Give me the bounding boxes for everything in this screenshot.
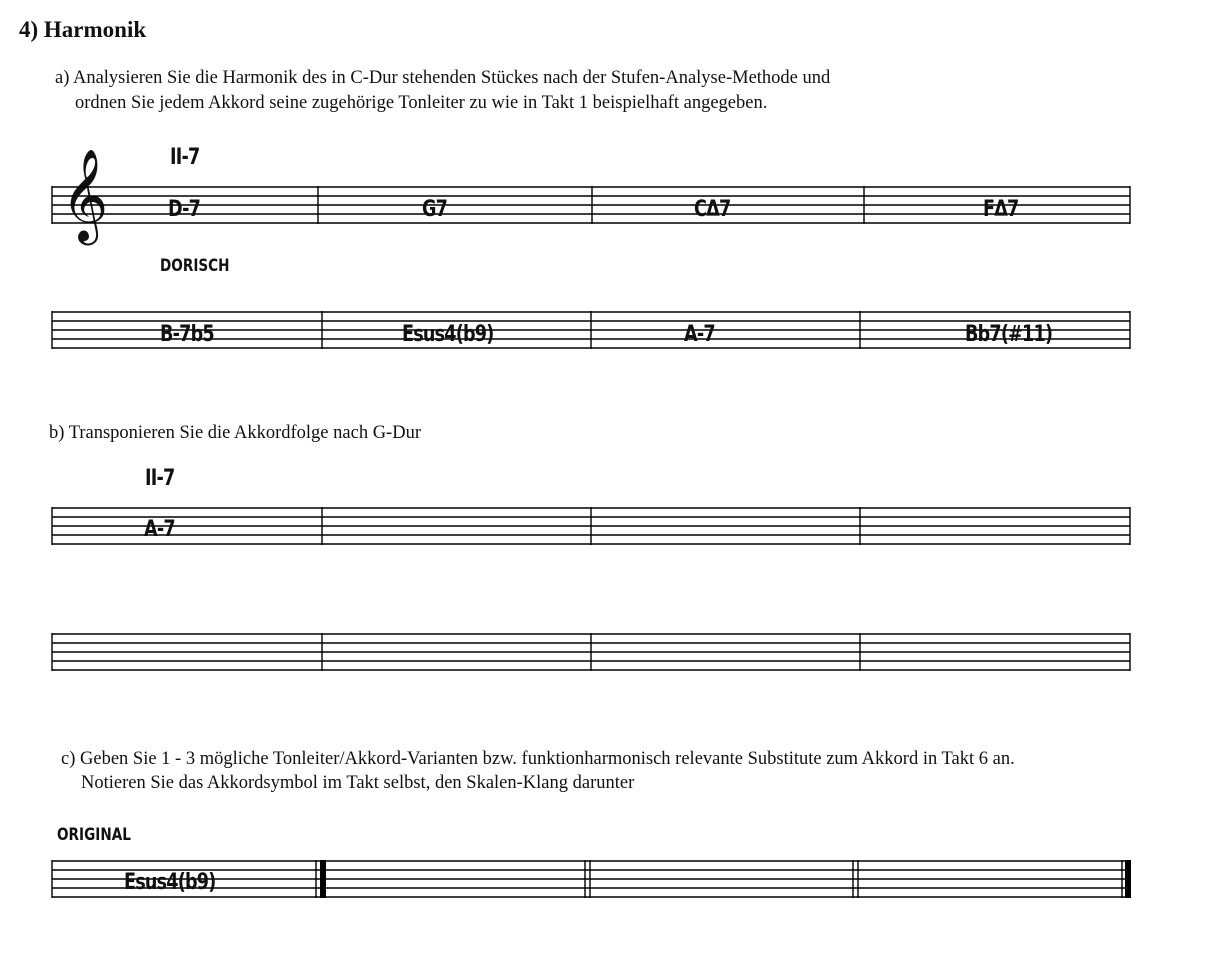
staff-row-3 <box>0 501 1215 561</box>
degree-label-a: II-7 <box>170 145 200 170</box>
chord-example-b: A-7 <box>144 517 175 542</box>
instruction-a-line1: a) Analysieren Sie die Harmonik des in C-Dur stehenden Stückes nach der Stufen-Analyse-Methode und <box>55 68 831 88</box>
chord-2: G7 <box>422 197 448 222</box>
treble-clef-icon: 𝄞 <box>61 148 109 241</box>
chord-4: FΔ7 <box>983 197 1019 222</box>
instruction-c-line2: Notieren Sie das Akkordsymbol im Takt selbst, den Skalen-Klang darunter <box>81 773 635 793</box>
chord-original: Esus4(b9) <box>124 870 216 895</box>
chord-7: A-7 <box>684 322 715 347</box>
section-heading: 4) Harmonik <box>19 17 147 42</box>
chord-6: Esus4(b9) <box>402 322 494 347</box>
original-label: ORIGINAL <box>57 825 131 845</box>
instruction-c-line1: c) Geben Sie 1 - 3 mögliche Tonleiter/Akkord-Varianten bzw. funktionharmonisch relevante Substitute zum Akkord in Takt 6 an. <box>61 749 1015 769</box>
staff-row-4 <box>0 627 1215 687</box>
chord-1: D-7 <box>168 197 201 222</box>
chord-5: B-7b5 <box>160 322 214 347</box>
chord-8: Bb7(#11) <box>965 322 1053 347</box>
instruction-b: b) Transponieren Sie die Akkordfolge nach G-Dur <box>49 423 421 443</box>
instruction-a-line2: ordnen Sie jedem Akkord seine zugehörige Tonleiter zu wie in Takt 1 beispielhaft angegeben. <box>75 93 768 113</box>
chord-3: CΔ7 <box>694 197 731 222</box>
degree-label-b: II-7 <box>145 466 175 491</box>
scale-label-a: DORISCH <box>160 256 230 276</box>
